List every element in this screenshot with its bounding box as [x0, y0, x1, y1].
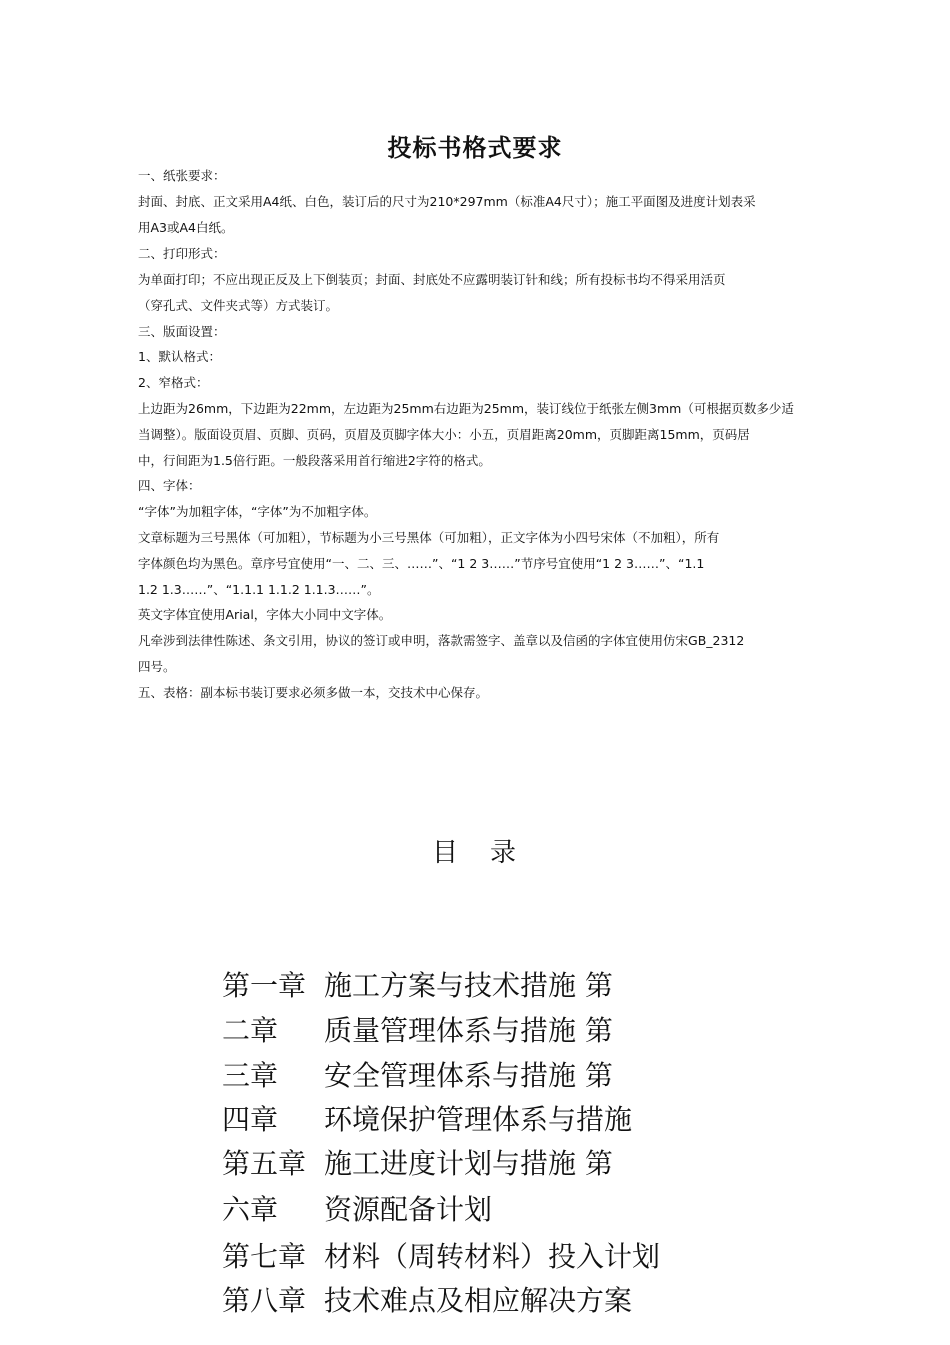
toc-chapter-number: 第七章	[222, 1240, 307, 1273]
toc-entry	[222, 1097, 632, 1142]
paragraph-line: 文章标题为三号黑体（可加粗），节标题为小三号黑体（可加粗），正文字体为小四号宋体（不加粗），所有	[138, 530, 720, 545]
toc-chapter-title: 施工方案与技术措施 第	[324, 969, 613, 1002]
toc-entry	[222, 1053, 613, 1098]
paragraph-line: 凡牵涉到法律性陈述、条文引用，协议的签订或申明，落款需签字、盖章以及信函的字体宜使用仿宋GB_2312	[138, 633, 745, 648]
toc-chapter-title: 施工进度计划与措施 第	[324, 1147, 613, 1180]
paragraph-line: （穿孔式、文件夹式等）方式装订。	[138, 298, 339, 313]
paragraph-line: 封面、封底、正文采用A4纸、白色，装订后的尺寸为210*297mm（标准A4尺寸）；施工平面图及进度计划表采	[138, 194, 756, 209]
toc-chapter-title: 安全管理体系与措施 第	[324, 1059, 613, 1092]
paragraph-line: 中，行间距为1.5倍行距。一般段落采用首行缩进2字符的格式。	[138, 453, 491, 468]
document-title: 投标书格式要求	[387, 134, 563, 162]
paragraph-line: “字体”为加粗字体，“字体”为不加粗字体。	[138, 504, 377, 519]
paragraph-line: 二、打印形式：	[138, 246, 226, 261]
toc-entry	[222, 1278, 632, 1323]
paragraph-line: 上边距为26mm，下边距为22mm，左边距为25mm右边距为25mm，装订线位于纸张左侧3mm（可根据页数多少适	[138, 401, 794, 416]
toc-entry	[222, 1141, 613, 1186]
toc-chapter-title: 材料（周转材料）投入计划	[324, 1240, 661, 1273]
toc-chapter-title: 资源配备计划	[324, 1193, 493, 1226]
paragraph-line: 2、窄格式：	[138, 375, 209, 390]
toc-chapter-number: 六章	[222, 1193, 279, 1226]
toc-entry	[222, 963, 613, 1008]
toc-chapter-title: 技术难点及相应解决方案	[324, 1284, 633, 1317]
toc-title-char: 录	[490, 838, 519, 868]
paragraph-line: 当调整）。版面设页眉、页脚、页码，页眉及页脚字体大小：小五，页眉距离20mm，页脚距离15mm，页码居	[138, 427, 750, 442]
paragraph-line: 英文字体宜使用Arial，字体大小同中文字体。	[138, 607, 392, 622]
paragraph-line: 用A3或A4白纸。	[138, 220, 234, 235]
paragraph-line: 1.2 1.3……”、“1.1.1 1.1.2 1.1.3……”。	[138, 582, 380, 597]
toc-chapter-title: 质量管理体系与措施 第	[324, 1014, 613, 1047]
paragraph-line: 五、表格：副本标书装订要求必须多做一本，交技术中心保存。	[138, 685, 489, 700]
paragraph-line: 字体颜色均为黑色。章序号宜使用“一、二、三、……”、“1 2 3……”节序号宜使用“1 2 3……”、“1.1	[138, 556, 705, 571]
paragraph-line: 四、字体：	[138, 478, 201, 493]
toc-chapter-number: 第一章	[222, 969, 307, 1002]
toc-chapter-number: 二章	[222, 1014, 279, 1047]
paragraph-line: 为单面打印；不应出现正反及上下倒装页；封面、封底处不应露明装订针和线；所有投标书均不得采用活页	[138, 272, 726, 287]
toc-chapter-number: 第八章	[222, 1284, 307, 1317]
toc-title-char: 目	[431, 838, 460, 868]
toc-entry	[222, 1234, 660, 1279]
paragraph-line: 四号。	[138, 659, 176, 674]
toc-chapter-number: 四章	[222, 1103, 279, 1136]
toc-title	[0, 832, 950, 869]
paragraph-line: 一、纸张要求：	[138, 168, 226, 183]
paragraph-line: 1、默认格式：	[138, 349, 221, 364]
toc-chapter-number: 三章	[222, 1059, 279, 1092]
toc-chapter-title: 环境保护管理体系与措施	[324, 1103, 633, 1136]
paragraph-line: 三、版面设置：	[138, 324, 226, 339]
toc-entry	[222, 1008, 613, 1053]
toc-entry	[222, 1187, 492, 1232]
toc-chapter-number: 第五章	[222, 1147, 307, 1180]
